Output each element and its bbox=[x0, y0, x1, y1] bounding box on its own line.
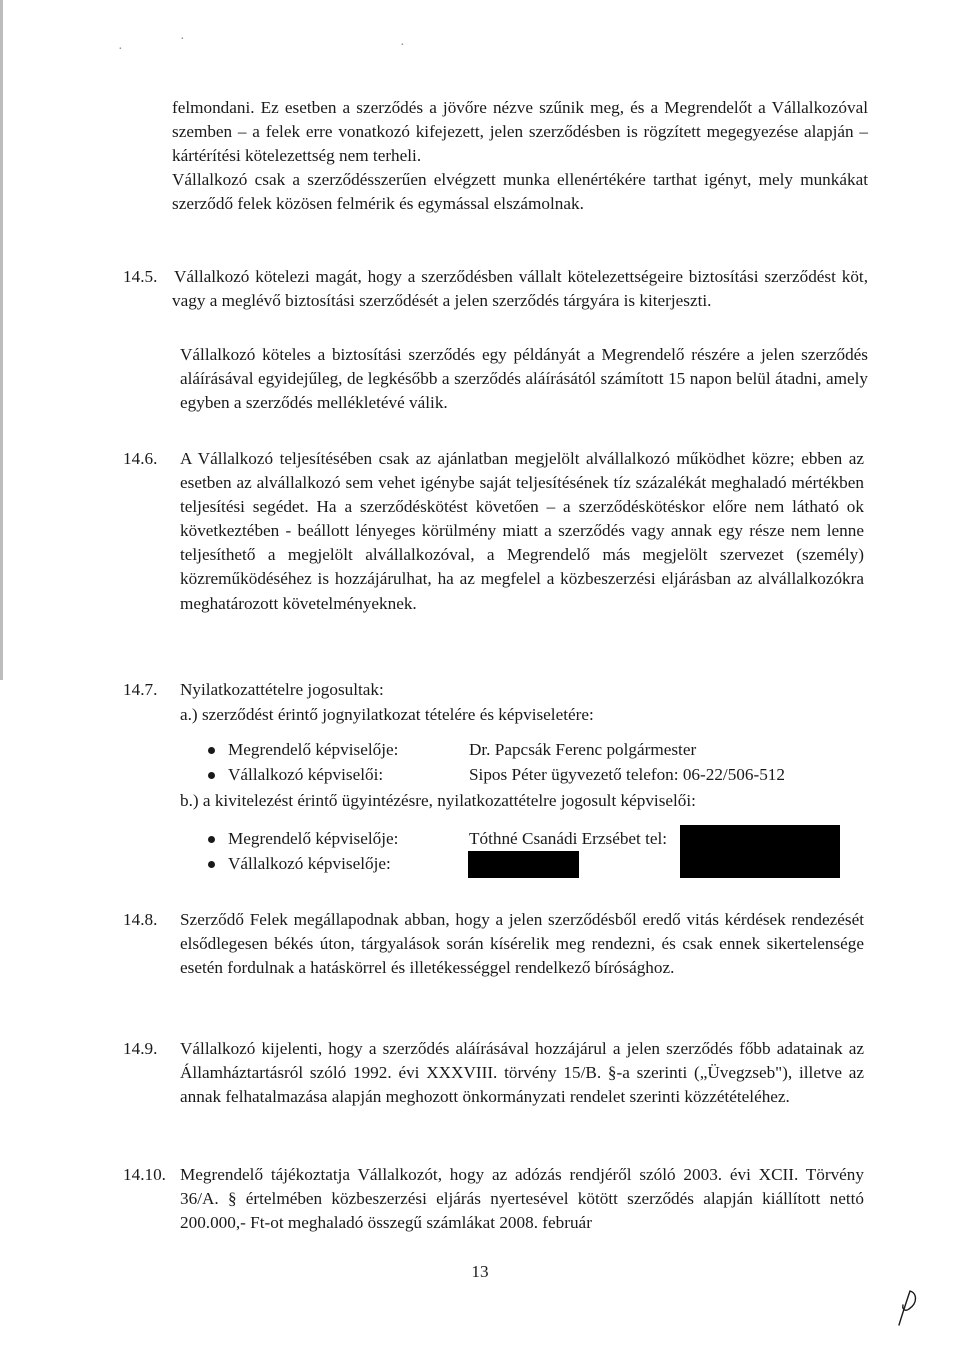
section-paragraph: A Vállalkozó teljesítésében csak az ajánlatban megjelölt alvállalkozó működhet közre; ebben az esetben az alvállalkozó sem vehet igénybe saját teljesítésének tíz százalékát meghaladó mértékben teljesítési segédet. Ha a szerződéskötést követően – a szerződéskötéskor előre nem látható ok következtében - beállott lényeges körülmény miatt a szerződés vagy annak egy része nem lenne teljesíthető a megjelölt alvállalkozóval, a Megrendelő más megjelölt szervezet (személy) közreműködéséhez is hozzájárulhat, ha az megfelel a közbeszerzési eljárásban az alvállalkozókra meghatározott követelményeknek. bbox=[180, 449, 864, 613]
section-14-6 bbox=[180, 447, 864, 616]
section-number: 14.6. bbox=[123, 449, 158, 468]
section-14-10 bbox=[180, 1163, 864, 1235]
section-paragraph: Vállalkozó köteles a biztosítási szerződés egy példányát a Megrendelő részére a jelen szerződés aláírásával egyidejűleg, de legkésőbb a szerződés aláírásától számított 15 napon belül átadni, amely egyben a szerződés mellékletévé válik. bbox=[180, 345, 868, 413]
representative-value: Dr. Papcsák Ferenc polgármester bbox=[469, 740, 697, 759]
section-14-8 bbox=[180, 908, 864, 980]
subsection-label-a: a.) szerződést érintő jognyilatkozat tételére és képviseletére: bbox=[180, 705, 594, 724]
section-number: 14.5. bbox=[123, 267, 158, 286]
section-number: 14.8. bbox=[123, 910, 158, 929]
scan-speck: · bbox=[118, 42, 123, 57]
section-heading: Nyilatkozattételre jogosultak: bbox=[180, 680, 384, 699]
section-number: 14.7. bbox=[123, 680, 158, 699]
section-paragraph: Vállalkozó kötelezi magát, hogy a szerződésben vállalt kötelezettségeire biztosítási szerződést köt, vagy a meglévő biztosítási szerződését a jelen szerződés tárgyára is kiterjeszti. bbox=[172, 267, 868, 311]
representative-value: Sipos Péter ügyvezető telefon: 06-22/506-512 bbox=[469, 765, 785, 784]
representative-role: Vállalkozó képviselője: bbox=[228, 854, 391, 873]
bullet-icon bbox=[208, 747, 215, 754]
section-paragraph: Vállalkozó kijelenti, hogy a szerződés aláírásával hozzájárul a jelen szerződés főbb adatainak az Államháztartásról szóló 1992. évi XXXVIII. törvény 15/B. §-a szerinti („Üvegzseb"), illetve az annak felhatalmazása alapján meghozott önkormányzati rendelet szerinti közzétételéhez. bbox=[180, 1039, 864, 1107]
representative-role: Vállalkozó képviselői: bbox=[228, 765, 384, 784]
scan-speck: · bbox=[180, 32, 185, 47]
handwritten-initial bbox=[893, 1285, 923, 1330]
intro-paragraph: Vállalkozó csak a szerződésszerűen elvégzett munka ellenértékére tarthat igényt, mely munkákat szerződő felek közösen felmérik és egymással elszámolnak. bbox=[172, 170, 868, 214]
redaction-block bbox=[468, 851, 579, 878]
representative-role: Megrendelő képviselője: bbox=[228, 829, 399, 848]
section-number: 14.10. bbox=[123, 1165, 166, 1184]
page-number: 13 bbox=[471, 1262, 489, 1281]
section-number: 14.9. bbox=[123, 1039, 158, 1058]
section-14-5 bbox=[172, 265, 868, 313]
scan-edge-line bbox=[0, 0, 3, 680]
redaction-block bbox=[680, 825, 840, 878]
section-paragraph: Megrendelő tájékoztatja Vállalkozót, hogy az adózás rendjéről szóló 2003. évi XCII. Törvény 36/A. § értelmében közbeszerzési eljárás nyertesével kötött szerződés alapján kiállított nettó 200.000,- Ft-ot meghaladó összegű számlákat 2008. február bbox=[180, 1165, 864, 1233]
subsection-label-b: b.) a kivitelezést érintő ügyintézésre, nyilatkozattételre jogosult képviselői: bbox=[180, 791, 696, 810]
bullet-icon bbox=[208, 836, 215, 843]
representative-value: Tóthné Csanádi Erzsébet tel: bbox=[469, 829, 668, 848]
bullet-icon bbox=[208, 772, 215, 779]
intro-block bbox=[172, 96, 868, 216]
section-14-9 bbox=[180, 1037, 864, 1109]
section-paragraph: Szerződő Felek megállapodnak abban, hogy a jelen szerződésből eredő vitás kérdések rendezését elsődlegesen békés úton, tárgyalások során kísérelik meg rendezni, és csak ennek sikertelensége esetén fordulnak a hatáskörrel és illetékességgel rendelkező bírósághoz. bbox=[180, 910, 864, 978]
intro-paragraph: felmondani. Ez esetben a szerződés a jövőre nézve szűnik meg, és a Megrendelőt a Vállalkozóval szemben – a felek erre vonatkozó kifejezett, jelen szerződésben is rögzített megegyezése alapján – kártérítési kötelezettség nem terheli. bbox=[172, 98, 868, 166]
bullet-icon bbox=[208, 861, 215, 868]
section-14-5-cont bbox=[180, 343, 868, 415]
representative-role: Megrendelő képviselője: bbox=[228, 740, 399, 759]
scan-speck: · bbox=[400, 38, 405, 53]
